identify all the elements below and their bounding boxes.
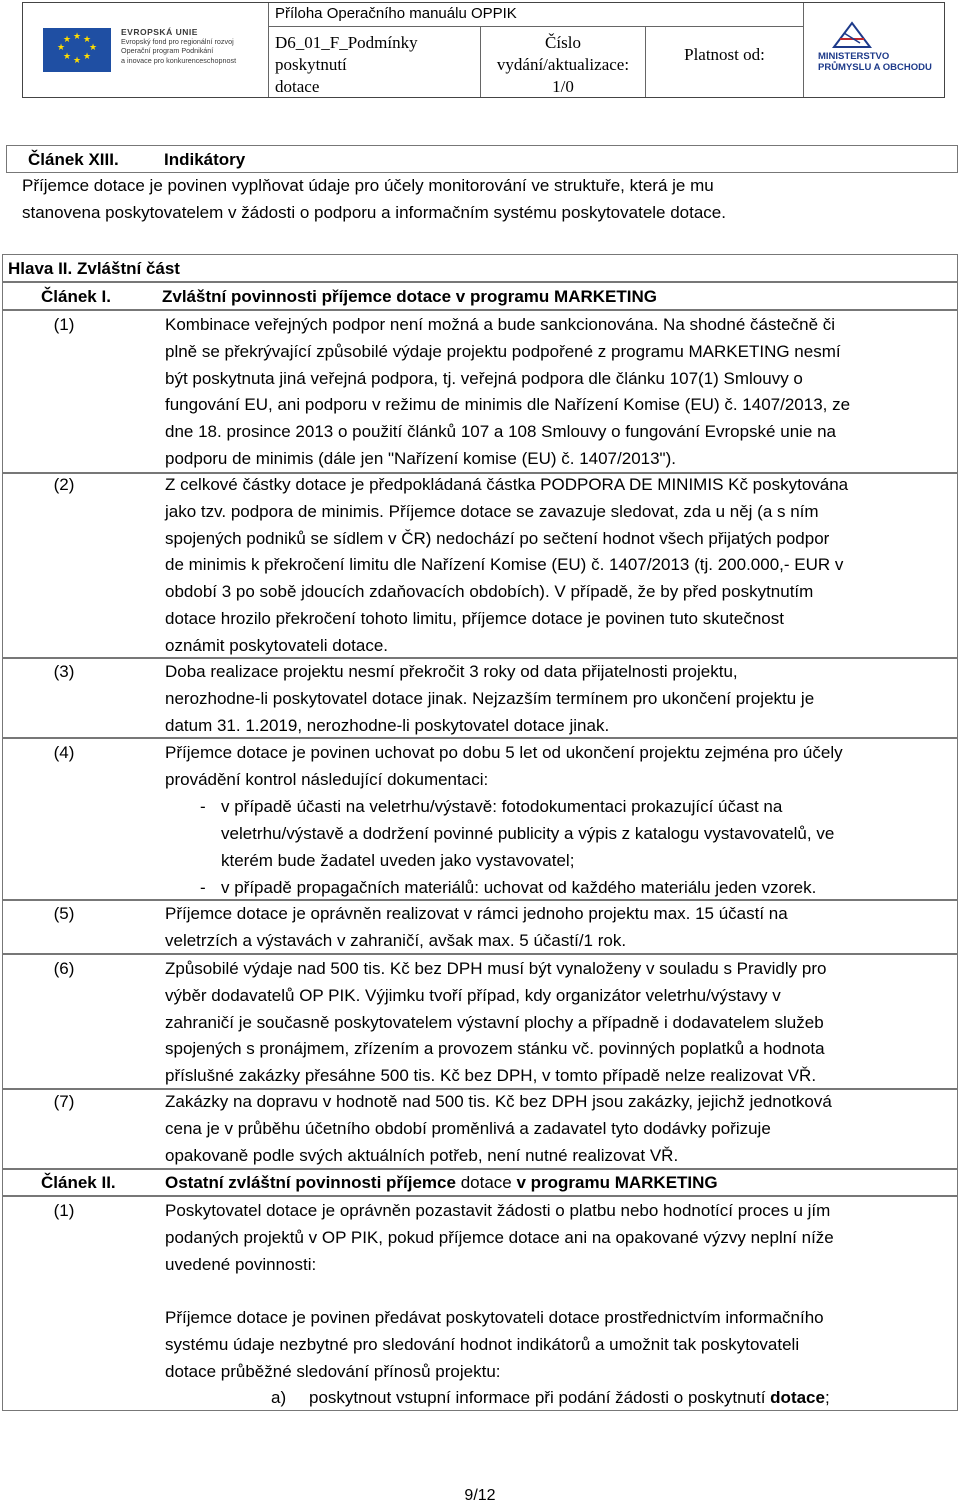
para-number: (6) bbox=[53, 959, 75, 978]
para-text: Doba realizace projektu nesmí překročit 3 roky od data přijatelnosti projektu, nerozhodne-li poskytovatel dotace jinak. Nejzazším termínem pro ukončení projektu je datum 31. 1.2019, nerozhodne-li poskytovatel dotace jinak. bbox=[165, 662, 815, 735]
para-number: (3) bbox=[53, 662, 75, 681]
para-number: (7) bbox=[53, 1092, 75, 1111]
clanek-i-title: Zvláštní povinnosti příjemce dotace v programu MARKETING bbox=[162, 287, 657, 306]
clanek-i-para-4 bbox=[2, 738, 958, 900]
para-text: Zakázky na dopravu v hodnotě nad 500 tis. Kč bez DPH jsou zakázky, jejichž jednotková cena je v průběhu účetního období proměnlivá a zadavatel tyto dodávky pořizuje opakovaně podle svých aktuálních potřeb, není nutné realizovat VŘ. bbox=[165, 1092, 832, 1165]
bullet-text: v případě propagačních materiálů: uchovat od každého materiálu jeden vzorek. bbox=[221, 878, 817, 897]
mpo-emblem-icon bbox=[832, 21, 872, 49]
doc-code: D6_01_F_Podmínky poskytnutí dotace bbox=[269, 27, 481, 97]
clanek-xiii-heading bbox=[6, 145, 958, 173]
clanek-i-para-5 bbox=[2, 900, 958, 954]
clanek-i-label: Článek I. bbox=[41, 287, 111, 306]
bullet-dash: - bbox=[200, 797, 206, 816]
clanek-ii-heading bbox=[2, 1169, 958, 1196]
eu-flag-icon: ★ ★ ★ ★ ★ ★ ★ ★ bbox=[43, 28, 111, 72]
para-text: Poskytovatel dotace je oprávněn pozastavit žádosti o platbu nebo hodnotící proces u jím podaných projektů v OP PIK, pokud příjemce dotace ani na opakované výzvy neplní níže uvedené povinnosti: bbox=[165, 1201, 834, 1274]
clanek-xiii-label: Článek XIII. bbox=[28, 150, 119, 169]
clanek-i-heading bbox=[2, 282, 958, 310]
clanek-i-para-2 bbox=[2, 473, 958, 658]
version-label: Číslo vydání/aktualizace: 1/0 bbox=[481, 27, 646, 97]
para-text: Z celkové částky dotace je předpokládaná částka PODPORA DE MINIMIS Kč poskytována jako tzv. podpora de minimis. Příjemce dotace se zavazuje sledovat, zda u něj (a s ním spojených podniků se sídlem v ČR) nedochází po sečtení hodnot všech přijatých podpor de minimis k překročení limitu dle Nařízení Komise (EU) č. 1407/2013 (tj. 200.000,- EUR v období 3 po sobě jdoucích zdaňovacích obdobích). V případě, že by před poskytnutím dotace hrozilo překročení tohoto limitu, příjemce dotace je povinen tuto skutečnost oznámit poskytovateli dotace. bbox=[165, 475, 849, 655]
para-text: Kombinace veřejných podpor není možná a bude sankcionována. Na shodné částečně či plně se překrývající způsobilé výdaje projektu podpořené z programu MARKETING nesmí být poskytnuta jiná veřejná podpora, tj. veřejná podpora dle článku 107(1) Smlouvy o fungování EU, ani podporu v režimu de minimis dle Nařízení Komise (EU) č. 1407/2013, ze dne 18. prosince 2013 o použití článků 107 a 108 Smlouvy o fungování Evropské unie na podporu de minimis (dále jen "Nařízení komise (EU) č. 1407/2013"). bbox=[165, 315, 851, 468]
mpo-logo-text: MINISTERSTVO PRŮMYSLU A OBCHODU bbox=[818, 51, 932, 73]
para-number: (1) bbox=[53, 315, 75, 334]
para-number: (5) bbox=[53, 904, 75, 923]
clanek-i-para-7 bbox=[2, 1089, 958, 1169]
para-text: Způsobilé výdaje nad 500 tis. Kč bez DPH musí být vynaloženy v souladu s Pravidly pro výběr dodavatelů OP PIK. Výjimku tvoří případ, kdy organizátor veletrhu/výstavy v zahraničí je současně poskytovatelem výstavní plochy a případně i dodavatelem služeb spojených s pronájmem, zřízením a provozem stánku vč. povinných poplatků a hodnota příslušné zakázky přesáhne 500 tis. Kč bez DPH, v tomto případě nelze realizovat VŘ. bbox=[165, 959, 827, 1086]
bullet-dash: - bbox=[200, 878, 206, 897]
hlava-ii-heading: Hlava II. Zvláštní část bbox=[2, 254, 958, 282]
para-number: (1) bbox=[53, 1201, 75, 1220]
list-item-a: poskytnout vstupní informace při podání žádosti o poskytnutí dotace; bbox=[309, 1388, 830, 1407]
clanek-xiii-title: Indikátory bbox=[164, 150, 246, 169]
doc-title: Příloha Operačního manuálu OPPIK bbox=[269, 3, 803, 27]
clanek-ii-para-1 bbox=[2, 1196, 958, 1411]
clanek-i-para-6 bbox=[2, 954, 958, 1089]
para-text-2: Příjemce dotace je povinen předávat poskytovateli dotace prostřednictvím informačního systému údaje nezbytné pro sledování hodnot indikátorů a umožnit tak poskytovateli dotace průběžné sledování přínosů projektu: bbox=[165, 1308, 824, 1381]
page-number: 9/12 bbox=[464, 1487, 496, 1504]
eu-logo-text: EVROPSKÁ UNIE Evropský fond pro regionální rozvoj Operační program Podnikání a inovace pro konkurenceschopnost bbox=[121, 27, 237, 65]
para-number: (4) bbox=[53, 743, 75, 762]
clanek-i-para-1 bbox=[2, 310, 958, 473]
clanek-xiii-text: Příjemce dotace je povinen vyplňovat údaje pro účely monitorování ve struktuře, která je mu stanovena poskytovatelem v žádosti o podporu a informačním systému poskytovatele dotace. bbox=[22, 176, 726, 222]
clanek-ii-title: Ostatní zvláštní povinnosti příjemce dotace v programu MARKETING bbox=[165, 1173, 718, 1192]
clanek-i-para-3 bbox=[2, 658, 958, 738]
document-header bbox=[22, 2, 945, 98]
eu-logo-cell bbox=[23, 3, 269, 97]
para-text: Příjemce dotace je oprávněn realizovat v rámci jednoho projektu max. 15 účastí na veletrzích a výstavách v zahraničí, avšak max. 5 účastí/1 rok. bbox=[165, 904, 788, 950]
list-marker: a) bbox=[271, 1388, 287, 1407]
mpo-logo-cell bbox=[804, 3, 944, 97]
bullet-text: v případě účasti na veletrhu/výstavě: fotodokumentaci prokazující účast na veletrhu/výstavě a dodržení povinné publicity a výpis z katalogu vystavovatelů, ve kterém bude žadatel uveden jako vystavovatel; bbox=[221, 797, 835, 870]
header-info-cell bbox=[269, 3, 804, 97]
para-text: Příjemce dotace je povinen uchovat po dobu 5 let od ukončení projektu zejména pro účely provádění kontrol následující dokumentaci: bbox=[165, 743, 843, 789]
valid-from-label: Platnost od: bbox=[684, 45, 765, 64]
para-number: (2) bbox=[53, 475, 75, 494]
clanek-ii-label: Článek II. bbox=[41, 1173, 116, 1192]
